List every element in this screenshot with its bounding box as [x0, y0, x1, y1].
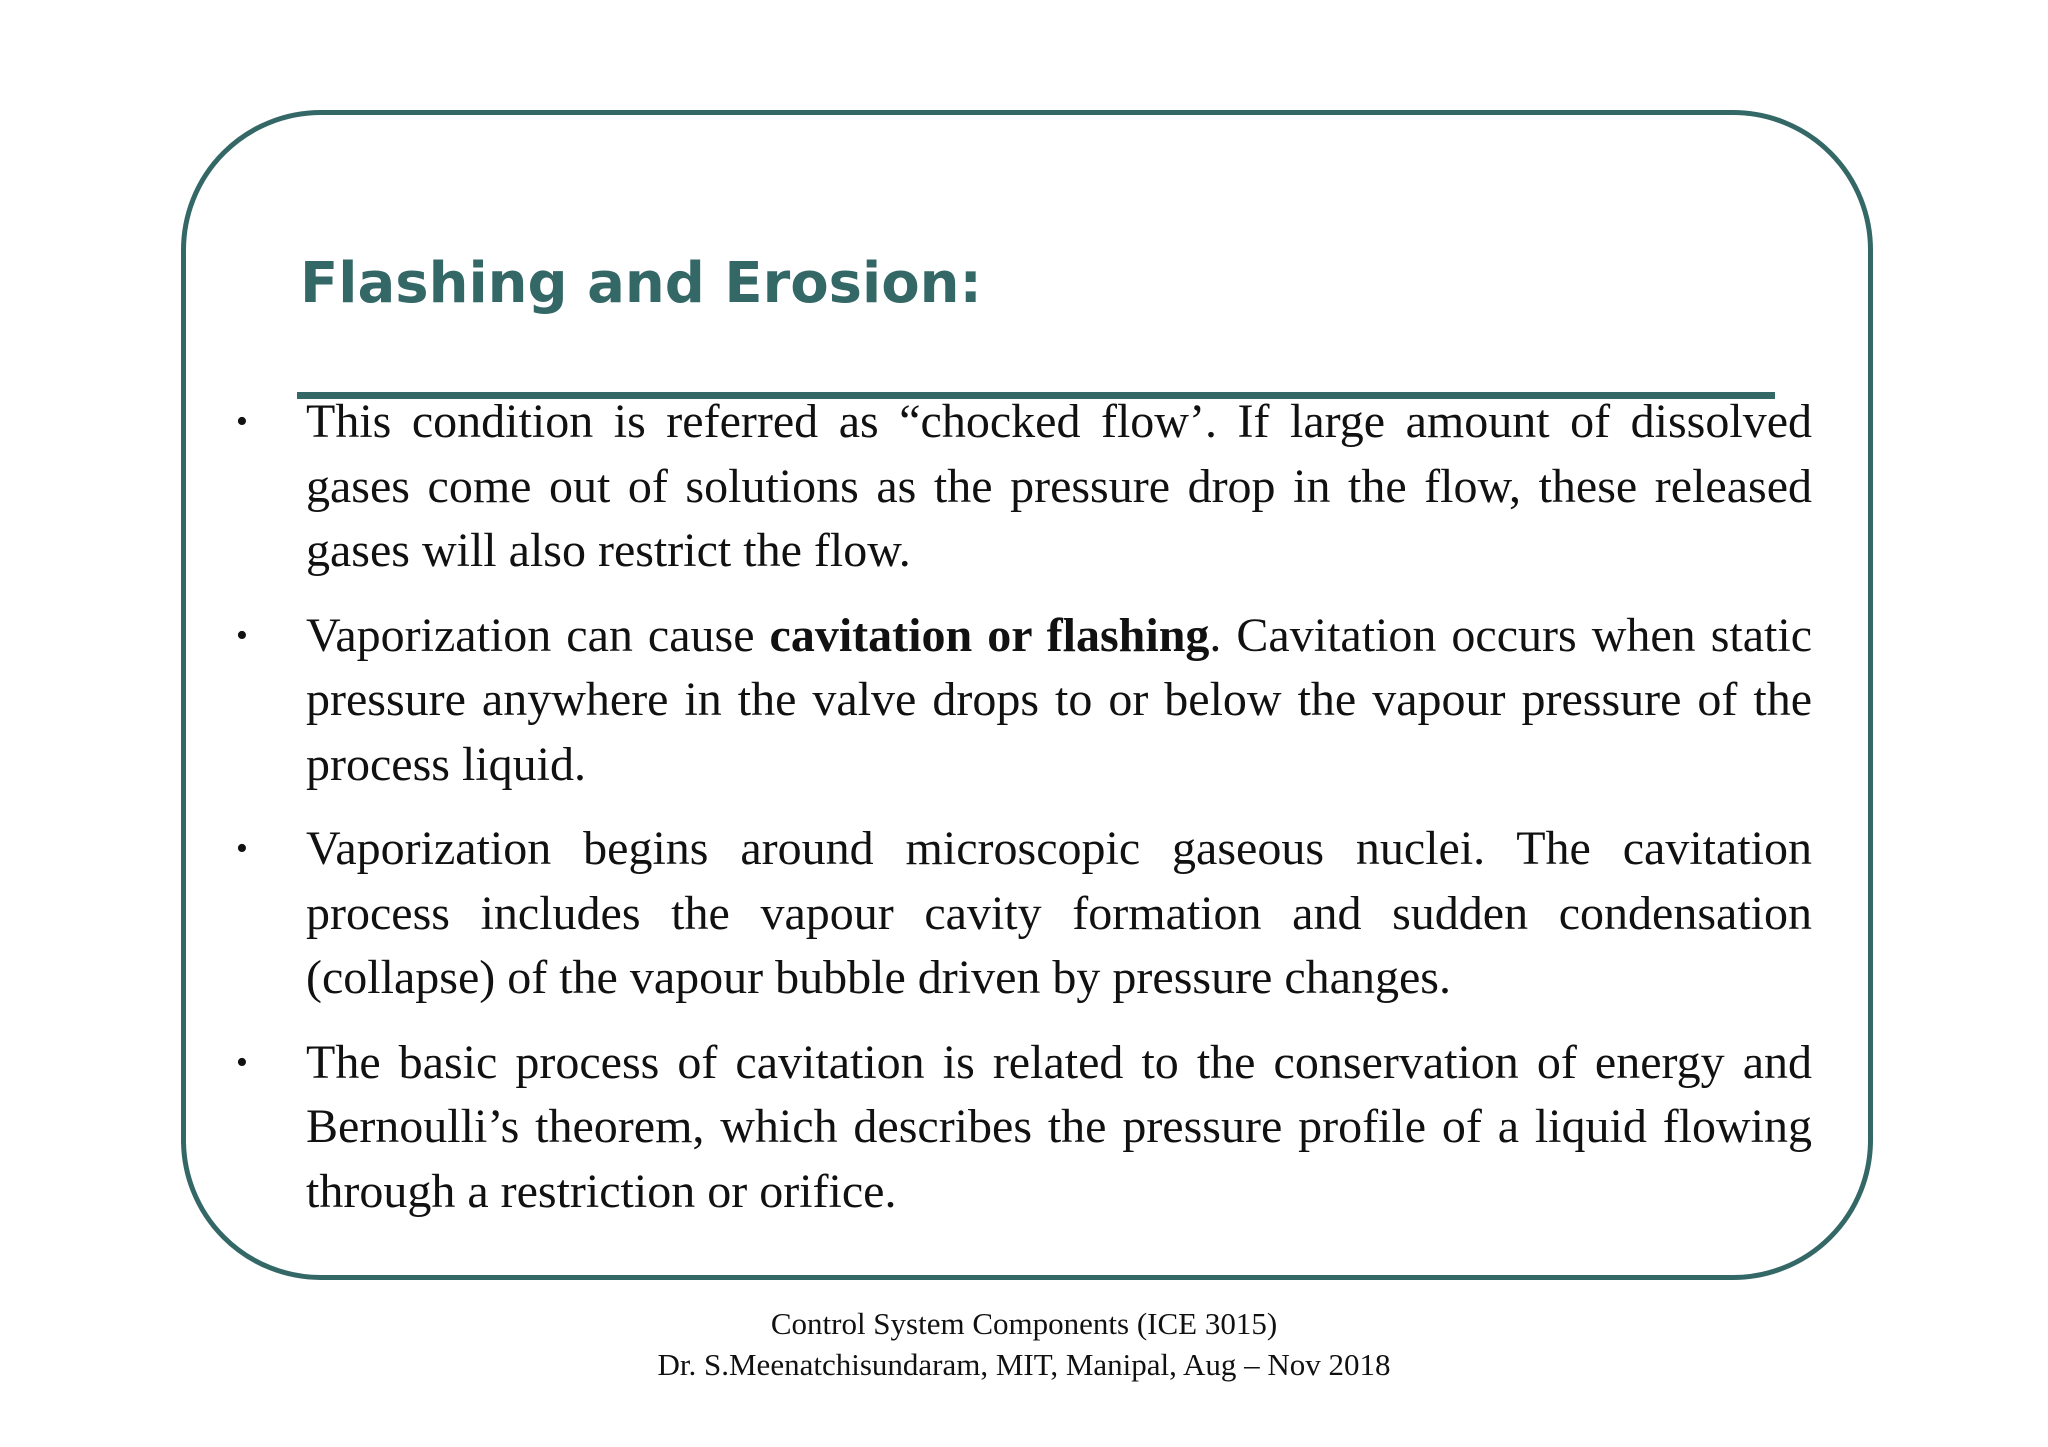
slide-title: Flashing and Erosion:	[300, 251, 982, 316]
bullet-item	[236, 1031, 1812, 1225]
footer-author: Dr. S.Meenatchisundaram, MIT, Manipal, Aug – Nov 2018	[657, 1347, 1391, 1382]
bullet-text-end: . Cavitation occurs when static pressure anywhere in the valve drops to or below the vapour pressure of the process liquid.	[306, 608, 1812, 791]
bullet-text: Vaporization begins around microscopic gaseous nuclei. The cavitation process includes the vapour cavity formation and sudden condensation (collapse) of the vapour bubble driven by pressure changes.	[306, 822, 1812, 1004]
bullet-item	[236, 604, 1812, 798]
bullet-text	[306, 609, 1812, 791]
bullet-dot-icon: •	[236, 403, 248, 440]
bullet-bold-phrase: cavitation or flashing	[769, 608, 1210, 662]
bullet-text: The basic process of cavitation is related to the conservation of energy and Bernoulli’s theorem, which describes the pressure profile of a liquid flowing through a restriction or orifice.	[306, 1035, 1812, 1218]
slide-footer	[0, 1303, 2048, 1385]
bullet-dot-icon: •	[236, 1043, 248, 1081]
bullet-dot-icon: •	[236, 616, 248, 654]
bullet-dot-icon: •	[236, 830, 248, 867]
bullet-item	[236, 817, 1812, 1011]
bullet-list	[236, 390, 1812, 1244]
bullet-item	[236, 390, 1812, 584]
footer-course: Control System Components (ICE 3015)	[770, 1306, 1278, 1341]
bullet-text: This condition is referred as “chocked flow’. If large amount of dissolved gases come out of solutions as the pressure drop in the flow, these released gases will also restrict the flow.	[306, 395, 1812, 577]
bullet-text-start: Vaporization can cause	[306, 608, 770, 662]
